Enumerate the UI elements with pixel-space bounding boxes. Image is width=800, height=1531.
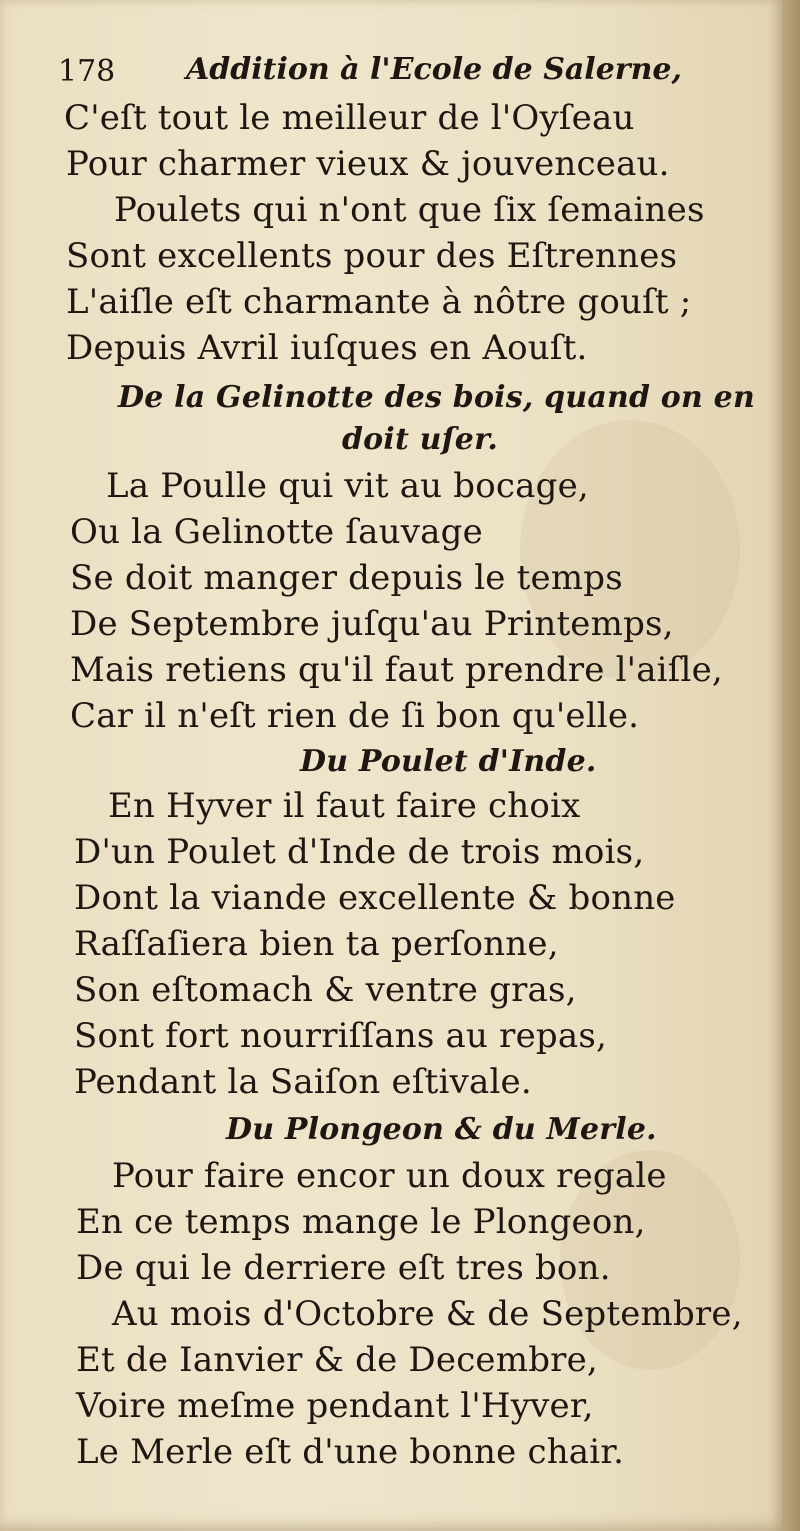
verse-line: Le Merle eſt d'une bonne chair. [76, 1432, 625, 1472]
section-heading: Du Poulet d'Inde. [300, 744, 597, 779]
verse-line: Dont la viande excellente & bonne [74, 878, 676, 918]
verse-line: Sont excellents pour des Eſtrennes [66, 236, 678, 276]
verse-line: En ce temps mange le Plongeon, [76, 1202, 646, 1242]
verse-line: Au mois d'Octobre & de Septembre, [112, 1294, 743, 1334]
verse-line: Poulets qui n'ont que ſix ſemaines [114, 190, 705, 230]
verse-line: Raſſaſiera bien ta perſonne, [74, 924, 559, 964]
verse-line: C'eſt tout le meilleur de l'Oyſeau [64, 98, 635, 138]
verse-line: L'aiſle eſt charmante à nôtre gouſt ; [66, 282, 692, 322]
verse-line: De Septembre juſqu'au Printemps, [70, 604, 674, 644]
verse-line: Sont fort nourriſſans au repas, [74, 1016, 607, 1056]
verse-line: Mais retiens qu'il faut prendre l'aiſle, [70, 650, 723, 690]
section-heading: Du Plongeon & du Merle. [226, 1112, 657, 1147]
verse-line: Se doit manger depuis le temps [70, 558, 623, 598]
verse-line: Depuis Avril iuſques en Aouſt. [66, 328, 588, 368]
verse-line: Pour faire encor un doux regale [112, 1156, 667, 1196]
verse-line: Son eſtomach & ventre gras, [74, 970, 577, 1010]
verse-line: Pour charmer vieux & jouvenceau. [66, 144, 670, 184]
section-heading: doit uſer. [342, 422, 498, 457]
verse-line: Ou la Gelinotte ſauvage [70, 512, 483, 552]
page-edge [782, 0, 800, 1531]
verse-line: La Poulle qui vit au bocage, [106, 466, 589, 506]
running-title: Addition à l'Ecole de Salerne, [186, 52, 682, 87]
verse-line: Car il n'eſt rien de ſi bon qu'elle. [70, 696, 640, 736]
verse-line: Et de Ianvier & de Decembre, [76, 1340, 598, 1380]
verse-line: Pendant la Saiſon eſtivale. [74, 1062, 532, 1102]
verse-line: En Hyver il faut faire choix [108, 786, 581, 826]
verse-line: De qui le derriere eſt tres bon. [76, 1248, 611, 1288]
verse-line: Voire meſme pendant l'Hyver, [76, 1386, 594, 1426]
page-number: 178 [58, 54, 116, 89]
verse-line: D'un Poulet d'Inde de trois mois, [74, 832, 645, 872]
section-heading: De la Gelinotte des bois, quand on en [118, 380, 755, 415]
